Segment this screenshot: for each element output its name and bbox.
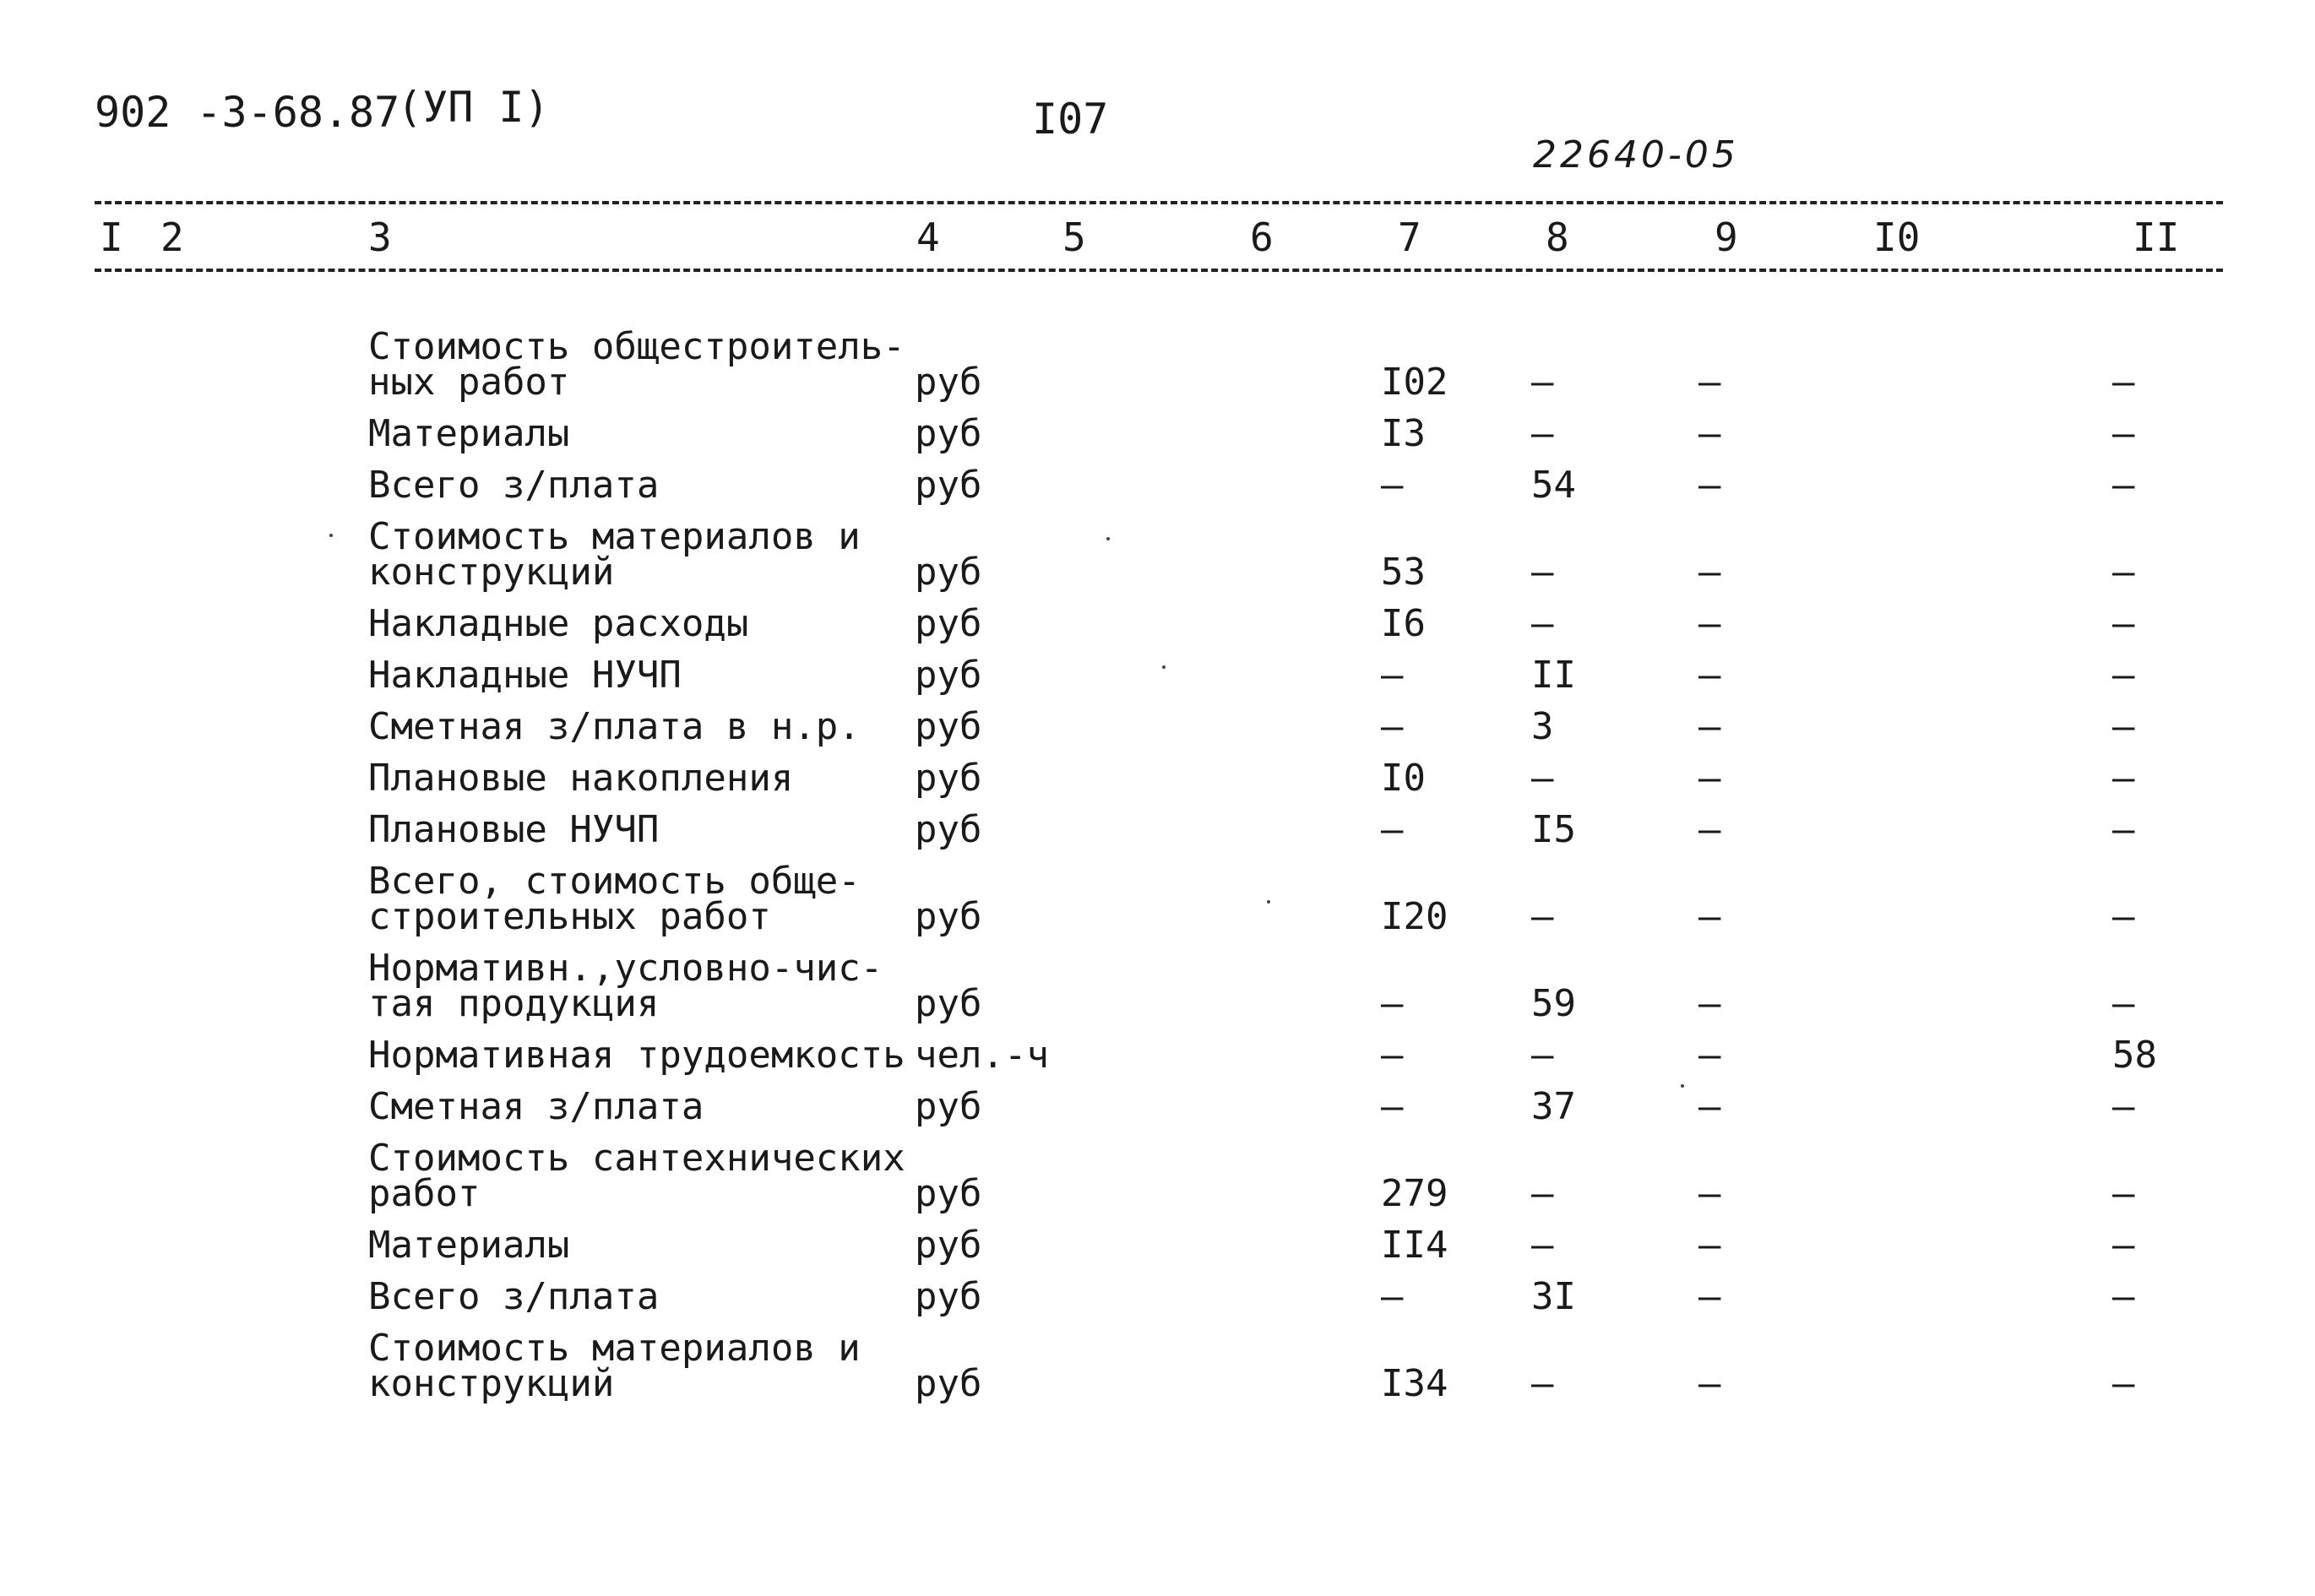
column-number-2: 2 xyxy=(160,214,184,260)
row-col-9-value: – xyxy=(1698,895,1721,938)
row-col-9-value: – xyxy=(1698,808,1721,851)
row-col-9-value: – xyxy=(1698,1034,1721,1077)
row-col-9-value: – xyxy=(1698,757,1721,800)
row-name: Всего з/плата xyxy=(368,1275,660,1318)
row-unit: руб xyxy=(915,895,982,938)
row-col-11-value: – xyxy=(2112,361,2135,404)
table-row xyxy=(0,519,2264,606)
row-unit: руб xyxy=(915,1275,982,1318)
row-name: Всего з/плата xyxy=(368,464,660,507)
row-name: Материалы xyxy=(368,1224,570,1267)
row-name: Накладные расходы xyxy=(368,602,749,645)
row-col-8-value: 3 xyxy=(1531,705,1554,748)
row-unit: руб xyxy=(915,757,982,800)
row-col-9-value: – xyxy=(1698,551,1721,594)
row-unit: руб xyxy=(915,982,982,1025)
table-row xyxy=(0,1331,2264,1418)
row-col-7-value: I6 xyxy=(1381,602,1426,645)
row-name: Нормативная трудоемкость xyxy=(368,1034,905,1077)
column-number-1: I xyxy=(100,214,123,260)
column-number-9: 9 xyxy=(1715,214,1738,260)
table-row xyxy=(0,1279,2264,1331)
row-unit: руб xyxy=(915,361,982,404)
row-col-8-value: – xyxy=(1531,895,1554,938)
column-number-10: I0 xyxy=(1873,214,1921,260)
row-unit: руб xyxy=(915,1224,982,1267)
row-col-11-value: – xyxy=(2112,1224,2135,1267)
document-variant: (УП I) xyxy=(397,83,550,132)
page-number: I07 xyxy=(1032,95,1109,144)
row-col-7-value: – xyxy=(1381,705,1404,748)
row-col-8-value: I5 xyxy=(1531,808,1576,851)
row-col-7-value: I0 xyxy=(1381,757,1426,800)
row-col-8-value: – xyxy=(1531,551,1554,594)
table-row xyxy=(0,329,2264,416)
row-name: Стоимость общестроитель- ных работ xyxy=(368,325,905,404)
table-row xyxy=(0,1141,2264,1228)
row-col-11-value: – xyxy=(2112,551,2135,594)
row-col-8-value: 3I xyxy=(1531,1275,1576,1318)
row-col-9-value: – xyxy=(1698,602,1721,645)
row-name: Плановые НУЧП xyxy=(368,808,660,851)
scan-speck xyxy=(1106,537,1110,540)
row-col-11-value: – xyxy=(2112,412,2135,455)
row-col-7-value: – xyxy=(1381,654,1404,697)
row-col-8-value: – xyxy=(1531,361,1554,404)
row-col-7-value: – xyxy=(1381,1275,1404,1318)
row-col-9-value: – xyxy=(1698,705,1721,748)
row-col-11-value: – xyxy=(2112,1362,2135,1405)
row-col-9-value: – xyxy=(1698,1362,1721,1405)
row-unit: руб xyxy=(915,654,982,697)
row-col-7-value: – xyxy=(1381,982,1404,1025)
row-name: Сметная з/плата xyxy=(368,1085,704,1128)
row-col-7-value: – xyxy=(1381,1034,1404,1077)
scan-speck xyxy=(329,534,333,537)
row-col-7-value: 279 xyxy=(1381,1172,1448,1215)
table-row xyxy=(0,658,2264,709)
row-col-9-value: – xyxy=(1698,1275,1721,1318)
row-col-7-value: – xyxy=(1381,808,1404,851)
row-col-11-value: 58 xyxy=(2112,1034,2157,1077)
row-col-8-value: 54 xyxy=(1531,464,1576,507)
row-col-9-value: – xyxy=(1698,982,1721,1025)
column-number-4: 4 xyxy=(916,214,940,260)
row-col-11-value: – xyxy=(2112,808,2135,851)
row-col-11-value: – xyxy=(2112,464,2135,507)
table-row xyxy=(0,606,2264,658)
column-number-5: 5 xyxy=(1062,214,1086,260)
row-col-11-value: – xyxy=(2112,1275,2135,1318)
row-col-11-value: – xyxy=(2112,1085,2135,1128)
row-col-11-value: – xyxy=(2112,757,2135,800)
row-name: Стоимость материалов и конструкций xyxy=(368,515,861,594)
column-number-7: 7 xyxy=(1398,214,1421,260)
row-col-11-value: – xyxy=(2112,895,2135,938)
row-col-7-value: 53 xyxy=(1381,551,1426,594)
row-unit: руб xyxy=(915,705,982,748)
scan-speck xyxy=(1267,900,1270,904)
row-col-8-value: 37 xyxy=(1531,1085,1576,1128)
scan-speck xyxy=(1681,1084,1684,1088)
column-number-6: 6 xyxy=(1250,214,1274,260)
row-col-7-value: I34 xyxy=(1381,1362,1448,1405)
table-row xyxy=(0,761,2264,812)
row-unit: чел.-ч xyxy=(915,1034,1049,1077)
row-col-11-value: – xyxy=(2112,654,2135,697)
row-col-9-value: – xyxy=(1698,654,1721,697)
row-unit: руб xyxy=(915,1362,982,1405)
row-name: Плановые накопления xyxy=(368,757,794,800)
header-top-rule xyxy=(95,201,2223,204)
table-row xyxy=(0,709,2264,761)
row-col-8-value: – xyxy=(1531,602,1554,645)
row-name: Материалы xyxy=(368,412,570,455)
row-col-11-value: – xyxy=(2112,705,2135,748)
row-unit: руб xyxy=(915,1085,982,1128)
scan-speck xyxy=(1162,665,1166,669)
table-row xyxy=(0,812,2264,864)
table-row xyxy=(0,1228,2264,1279)
row-col-8-value: II xyxy=(1531,654,1576,697)
estimate-table xyxy=(0,325,2264,1418)
row-col-11-value: – xyxy=(2112,982,2135,1025)
row-col-9-value: – xyxy=(1698,1085,1721,1128)
row-col-9-value: – xyxy=(1698,412,1721,455)
column-number-3: 3 xyxy=(368,214,392,260)
row-col-7-value: I3 xyxy=(1381,412,1426,455)
row-name: Стоимость материалов и конструкций xyxy=(368,1327,861,1405)
row-col-7-value: I02 xyxy=(1381,361,1448,404)
table-row xyxy=(0,416,2264,468)
row-name: Нормативн.,условно-чис- тая продукция xyxy=(368,947,883,1025)
row-unit: руб xyxy=(915,412,982,455)
row-name: Стоимость сантехнических работ xyxy=(368,1137,905,1215)
row-name: Накладные НУЧП xyxy=(368,654,682,697)
row-col-7-value: I20 xyxy=(1381,895,1448,938)
row-col-7-value: – xyxy=(1381,1085,1404,1128)
table-row xyxy=(0,1038,2264,1089)
row-unit: руб xyxy=(915,808,982,851)
row-col-9-value: – xyxy=(1698,1172,1721,1215)
row-col-8-value: 59 xyxy=(1531,982,1576,1025)
header-bottom-rule xyxy=(95,269,2223,272)
row-col-8-value: – xyxy=(1531,1172,1554,1215)
column-number-8: 8 xyxy=(1546,214,1569,260)
row-col-11-value: – xyxy=(2112,1172,2135,1215)
table-row xyxy=(0,1089,2264,1141)
row-name: Сметная з/плата в н.р. xyxy=(368,705,861,748)
row-col-7-value: – xyxy=(1381,464,1404,507)
row-unit: руб xyxy=(915,464,982,507)
row-col-9-value: – xyxy=(1698,1224,1721,1267)
row-col-9-value: – xyxy=(1698,361,1721,404)
row-unit: руб xyxy=(915,551,982,594)
row-unit: руб xyxy=(915,1172,982,1215)
row-col-7-value: II4 xyxy=(1381,1224,1448,1267)
table-row xyxy=(0,468,2264,519)
handwritten-code: 22640-05 xyxy=(1533,133,1739,176)
row-unit: руб xyxy=(915,602,982,645)
row-name: Всего, стоимость обще- строительных работ xyxy=(368,860,861,938)
row-col-8-value: – xyxy=(1531,757,1554,800)
row-col-9-value: – xyxy=(1698,464,1721,507)
row-col-8-value: – xyxy=(1531,1034,1554,1077)
column-number-11: II xyxy=(2133,214,2180,260)
row-col-8-value: – xyxy=(1531,1224,1554,1267)
row-col-8-value: – xyxy=(1531,412,1554,455)
document-designation: 902 -3-68.87 xyxy=(95,88,400,137)
row-col-11-value: – xyxy=(2112,602,2135,645)
table-row xyxy=(0,864,2264,951)
row-col-8-value: – xyxy=(1531,1362,1554,1405)
table-row xyxy=(0,951,2264,1038)
